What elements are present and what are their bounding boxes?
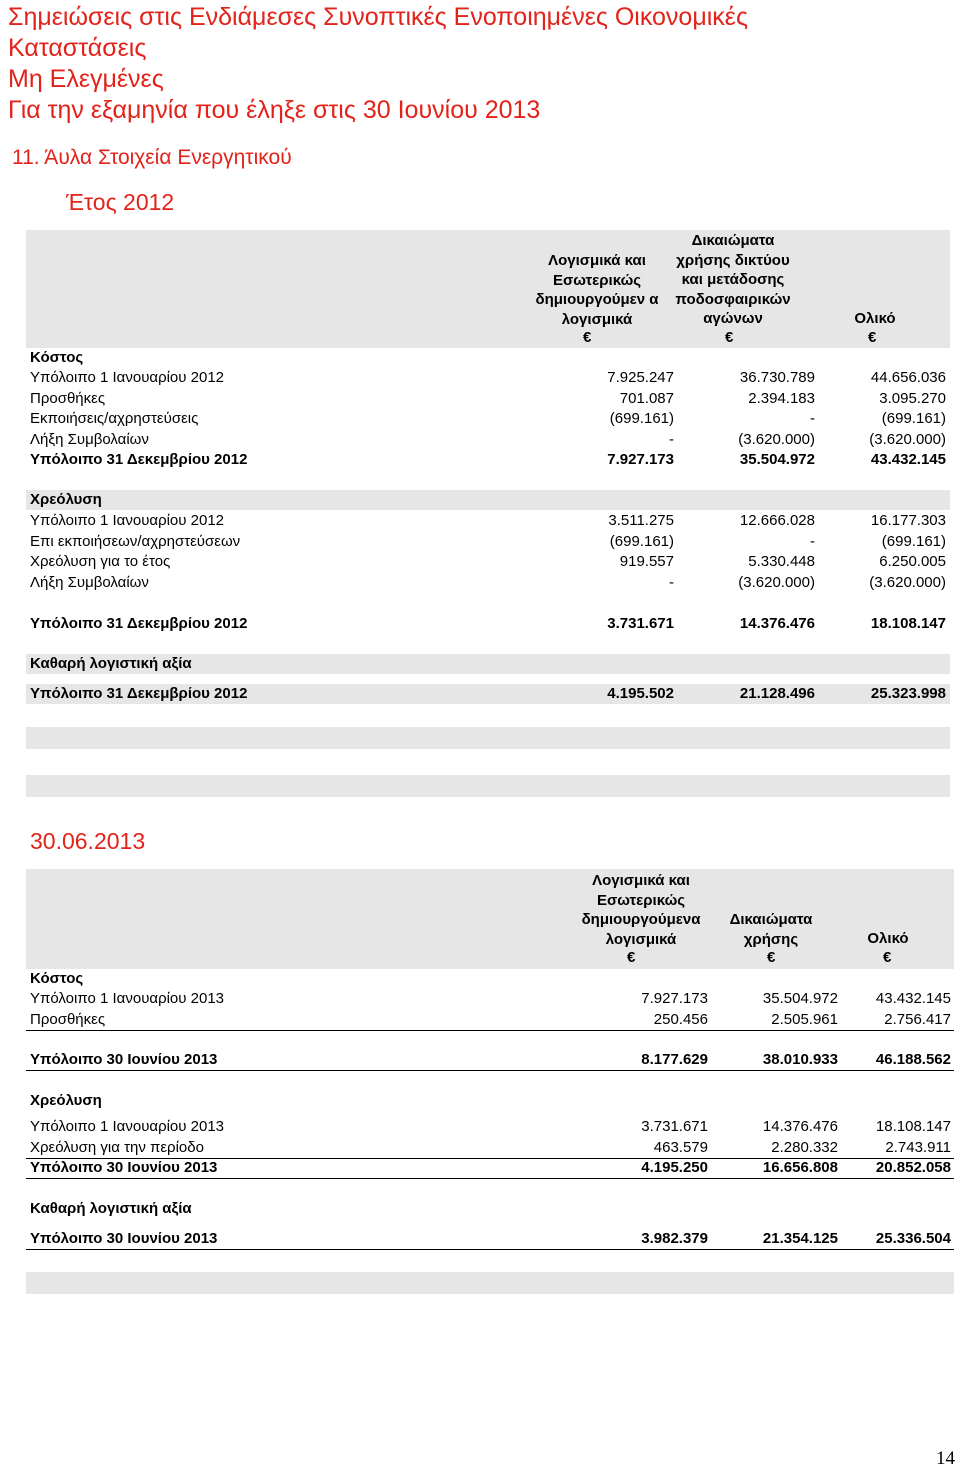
value-rights: 21.128.496 — [739, 685, 815, 702]
table-row — [26, 552, 950, 572]
value-software: 701.087 — [619, 390, 674, 407]
row-label: Εκποιήσεις/αχρηστεύσεις — [30, 410, 199, 427]
table-row — [26, 1010, 954, 1031]
value-software: 463.579 — [653, 1139, 708, 1156]
period-2013-heading: 30.06.2013 — [30, 828, 146, 854]
value-total: 16.177.303 — [870, 512, 946, 529]
row-label: Υπόλοιπο 1 Ιανουαρίου 2013 — [30, 990, 225, 1007]
value-rights: 2.280.332 — [771, 1139, 838, 1156]
value-software: - — [669, 431, 674, 448]
column-header-software: Λογισμικά και Εσωτερικώς δημιουργούμεν α λογισμικά — [535, 252, 659, 328]
section-nbv-label: Καθαρή λογιστική αξία — [30, 655, 192, 672]
value-software: (699.161) — [609, 410, 674, 427]
table-2012-header-band — [26, 230, 950, 348]
value-total: 18.108.147 — [870, 615, 946, 632]
table-row — [26, 532, 950, 552]
row-label: Χρεόλυση για το έτος — [30, 553, 171, 570]
currency-symbol: € — [583, 329, 592, 346]
value-software: 250.456 — [653, 1011, 708, 1028]
row-label: Χρεόλυση για την περίοδο — [30, 1139, 204, 1156]
row-label: Υπόλοιπο 30 Ιουνίου 2013 — [30, 1230, 218, 1247]
value-total: 3.095.270 — [879, 390, 946, 407]
value-software: 4.195.250 — [641, 1159, 708, 1176]
document-title — [8, 2, 748, 126]
currency-symbol: € — [725, 329, 734, 346]
value-rights: 2.505.961 — [771, 1011, 838, 1028]
title-line: Σημειώσεις στις Ενδιάμεσες Συνοπτικές Ενοποιημένες Οικονομικές — [8, 3, 748, 31]
row-label: Λήξη Συμβολαίων — [30, 574, 149, 591]
column-header-software: Λογισμικά και Εσωτερικώς δημιουργούμενα λογισμικά — [581, 872, 701, 948]
value-total: (699.161) — [881, 533, 946, 550]
value-total: 2.756.417 — [884, 1011, 951, 1028]
table-row-total — [26, 450, 950, 470]
value-rights: 36.730.789 — [739, 369, 815, 386]
value-software: 3.731.671 — [641, 1118, 708, 1135]
title-line: Καταστάσεις — [8, 34, 147, 62]
value-rights: 21.354.125 — [762, 1230, 838, 1247]
table-row — [26, 409, 950, 429]
table-row — [26, 989, 954, 1009]
value-software: 7.925.247 — [607, 369, 674, 386]
value-software: 7.927.173 — [607, 451, 674, 468]
title-line: Μη Ελεγμένες — [8, 65, 164, 93]
row-label: Προσθήκες — [30, 1011, 106, 1028]
value-total: (3.620.000) — [869, 431, 946, 448]
table-row — [26, 1117, 954, 1137]
value-rights: 35.504.972 — [739, 451, 815, 468]
page-number: 14 — [936, 1448, 955, 1469]
table-row-total — [26, 614, 950, 634]
value-rights: 35.504.972 — [762, 990, 838, 1007]
row-label: Προσθήκες — [30, 390, 106, 407]
value-total: 6.250.005 — [879, 553, 946, 570]
currency-symbol: € — [767, 949, 776, 966]
value-rights: - — [810, 410, 815, 427]
note-heading: 11. Άυλα Στοιχεία Ενεργητικού — [12, 146, 292, 169]
value-total: 20.852.058 — [875, 1159, 951, 1176]
row-label: Υπόλοιπο 31 Δεκεμβρίου 2012 — [30, 451, 248, 468]
value-rights: 2.394.183 — [748, 390, 815, 407]
value-total: 46.188.562 — [875, 1051, 951, 1068]
value-rights: (3.620.000) — [738, 574, 815, 591]
title-line: Για την εξαμηνία που έληξε στις 30 Ιουνίου 2013 — [8, 96, 541, 124]
value-total: 2.743.911 — [885, 1139, 951, 1156]
value-rights: 5.330.448 — [748, 553, 815, 570]
row-label: Υπόλοιπο 30 Ιουνίου 2013 — [30, 1051, 218, 1068]
value-total: 44.656.036 — [870, 369, 946, 386]
value-rights: 14.376.476 — [762, 1118, 838, 1135]
column-header-rights: Δικαιώματα χρήσης — [729, 911, 813, 948]
value-total: 18.108.147 — [875, 1118, 951, 1135]
value-rights: 12.666.028 — [739, 512, 815, 529]
table-row — [26, 430, 950, 450]
value-total: (699.161) — [881, 410, 946, 427]
value-rights: - — [810, 533, 815, 550]
table-row-total — [26, 1050, 954, 1071]
currency-symbol: € — [883, 949, 892, 966]
section-band — [26, 490, 950, 510]
row-label: Υπόλοιπο 1 Ιανουαρίου 2013 — [30, 1118, 225, 1135]
table-row — [26, 389, 950, 409]
column-header-total: Ολικό — [867, 930, 909, 947]
row-label: Υπόλοιπο 31 Δεκεμβρίου 2012 — [30, 615, 248, 632]
empty-band — [26, 775, 950, 797]
row-label: Υπόλοιπο 30 Ιουνίου 2013 — [30, 1159, 218, 1176]
value-software: 3.982.379 — [641, 1230, 708, 1247]
value-rights: (3.620.000) — [738, 431, 815, 448]
value-software: 3.731.671 — [607, 615, 674, 632]
row-label: Επι εκποιήσεων/αχρηστεύσεων — [30, 533, 241, 550]
row-label: Λήξη Συμβολαίων — [30, 431, 149, 448]
currency-symbol: € — [868, 329, 877, 346]
value-software: 8.177.629 — [641, 1051, 708, 1068]
value-total: 43.432.145 — [870, 451, 946, 468]
value-software: 4.195.502 — [607, 685, 674, 702]
value-software: 919.557 — [619, 553, 674, 570]
value-total: 25.323.998 — [870, 685, 946, 702]
section-depreciation-label: Χρεόλυση — [30, 1092, 102, 1109]
value-rights: 38.010.933 — [762, 1051, 838, 1068]
empty-band — [26, 1272, 954, 1294]
table-row-total — [26, 684, 950, 704]
table-row-total — [26, 1158, 954, 1179]
value-total: 25.336.504 — [875, 1230, 951, 1247]
year-2012-heading: Έτος 2012 — [66, 189, 175, 215]
row-label: Υπόλοιπο 1 Ιανουαρίου 2012 — [30, 512, 225, 529]
table-row — [26, 368, 950, 388]
table-row — [26, 1138, 954, 1159]
empty-band — [26, 727, 950, 749]
section-cost-label: Κόστος — [30, 970, 84, 987]
table-row — [26, 573, 950, 593]
column-header-total: Ολικό — [854, 310, 896, 327]
value-software: - — [669, 574, 674, 591]
table-row-total — [26, 1229, 954, 1250]
value-software: (699.161) — [609, 533, 674, 550]
row-label: Υπόλοιπο 31 Δεκεμβρίου 2012 — [30, 685, 248, 702]
section-nbv-label: Καθαρή λογιστική αξία — [30, 1200, 192, 1217]
value-rights: 16.656.808 — [762, 1159, 838, 1176]
value-software: 3.511.275 — [608, 512, 674, 529]
value-total: (3.620.000) — [869, 574, 946, 591]
section-depreciation-label: Χρεόλυση — [30, 491, 102, 508]
value-total: 43.432.145 — [875, 990, 951, 1007]
value-software: 7.927.173 — [641, 990, 708, 1007]
section-cost-label: Κόστος — [30, 349, 84, 366]
table-row — [26, 511, 950, 531]
currency-symbol: € — [627, 949, 636, 966]
column-header-rights: Δικαιώματα χρήσης δικτύου και μετάδοσης ποδοσφαιρικών αγώνων — [675, 232, 791, 327]
value-rights: 14.376.476 — [739, 615, 815, 632]
row-label: Υπόλοιπο 1 Ιανουαρίου 2012 — [30, 369, 225, 386]
